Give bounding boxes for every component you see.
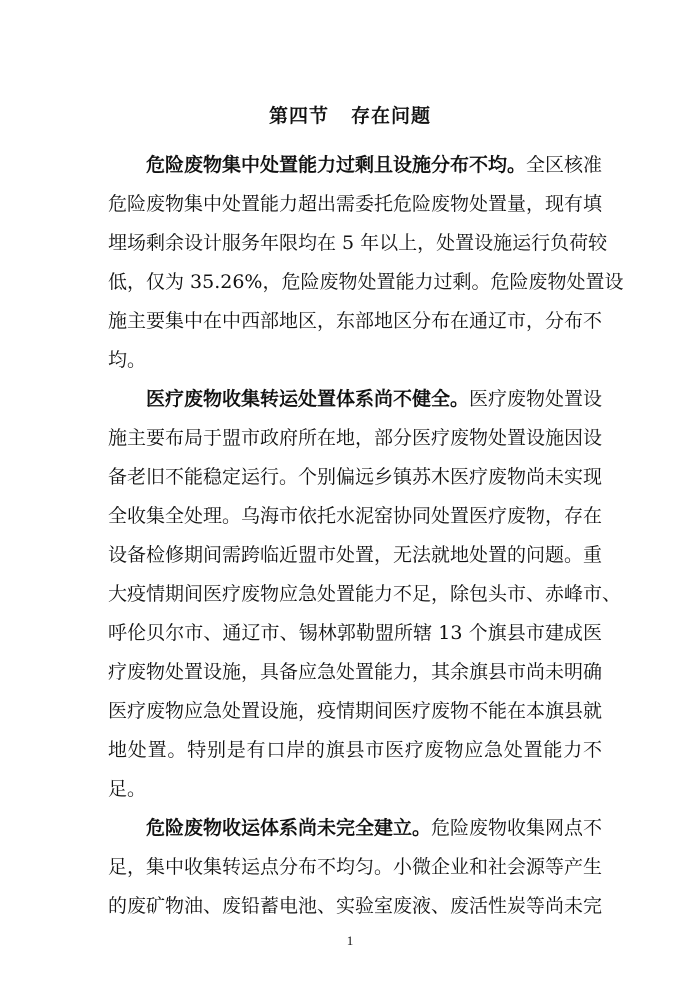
section-heading [0, 101, 700, 131]
paragraph-2-line-1 [146, 384, 602, 414]
paragraph-3-line-1 [146, 813, 602, 843]
paragraph-3-text: 危险废物收集网点不 [431, 817, 603, 839]
paragraph-1-text: 全区核准 [526, 154, 603, 176]
paragraph-3-line-3: 的废矿物油、废铅蓄电池、实验室废液、废活性炭等尚未完 [108, 895, 603, 917]
paragraph-2-line-6: 大疫情期间医疗废物应急处置能力不足，除包头市、赤峰市、 [108, 583, 622, 605]
paragraph-1-line-5: 施主要集中在中西部地区，东部地区分布在通辽市，分布不 [108, 310, 603, 332]
paragraph-1-line-2: 危险废物集中处置能力超出需委托危险废物处置量，现有填 [108, 193, 603, 215]
paragraph-2-line-10: 地处置。特别是有口岸的旗县市医疗废物应急处置能力不 [108, 739, 602, 761]
paragraph-3-lead: 危险废物收运体系尚未完全建立。 [146, 817, 432, 839]
paragraph-1-line-3: 埋场剩余设计服务年限均在 5 年以上，处置设施运行负荷较 [108, 232, 608, 254]
paragraph-2-lead: 医疗废物收集转运处置体系尚不健全。 [146, 388, 470, 410]
paragraph-2-line-8: 疗废物处置设施，具备应急处置能力，其余旗县市尚未明确 [108, 661, 603, 683]
paragraph-1-line-1 [146, 150, 602, 180]
paragraph-1-line-4: 低，仅为 35.26%，危险废物处置能力过剩。危险废物处置设 [108, 271, 624, 293]
paragraph-2-line-4: 全收集全处理。乌海市依托水泥窑协同处置医疗废物，存在 [108, 505, 603, 527]
paragraph-2-line-11: 足。 [108, 778, 147, 800]
paragraph-2-line-5: 设备检修期间需跨临近盟市处置，无法就地处置的问题。重 [108, 544, 603, 566]
paragraph-2-line-7: 呼伦贝尔市、通辽市、锡林郭勒盟所辖 13 个旗县市建成医 [108, 622, 602, 644]
paragraph-2-line-9: 医疗废物应急处置设施，疫情期间医疗废物不能在本旗县就 [108, 700, 603, 722]
section-title: 存在问题 [351, 105, 432, 127]
page-number: 1 [346, 933, 354, 948]
section-number: 第四节 [268, 105, 329, 127]
paragraph-1-lead: 危险废物集中处置能力过剩且设施分布不均。 [146, 154, 527, 176]
paragraph-2-line-3: 备老旧不能稳定运行。个别偏远乡镇苏木医疗废物尚未实现 [108, 466, 603, 488]
paragraph-2-text: 医疗废物处置设 [469, 388, 603, 410]
paragraph-3-line-2: 足，集中收集转运点分布不均匀。小微企业和社会源等产生 [108, 856, 603, 878]
paragraph-1-line-6: 均。 [108, 349, 147, 371]
paragraph-2-line-2: 施主要布局于盟市政府所在地，部分医疗废物处置设施因设 [108, 427, 603, 449]
